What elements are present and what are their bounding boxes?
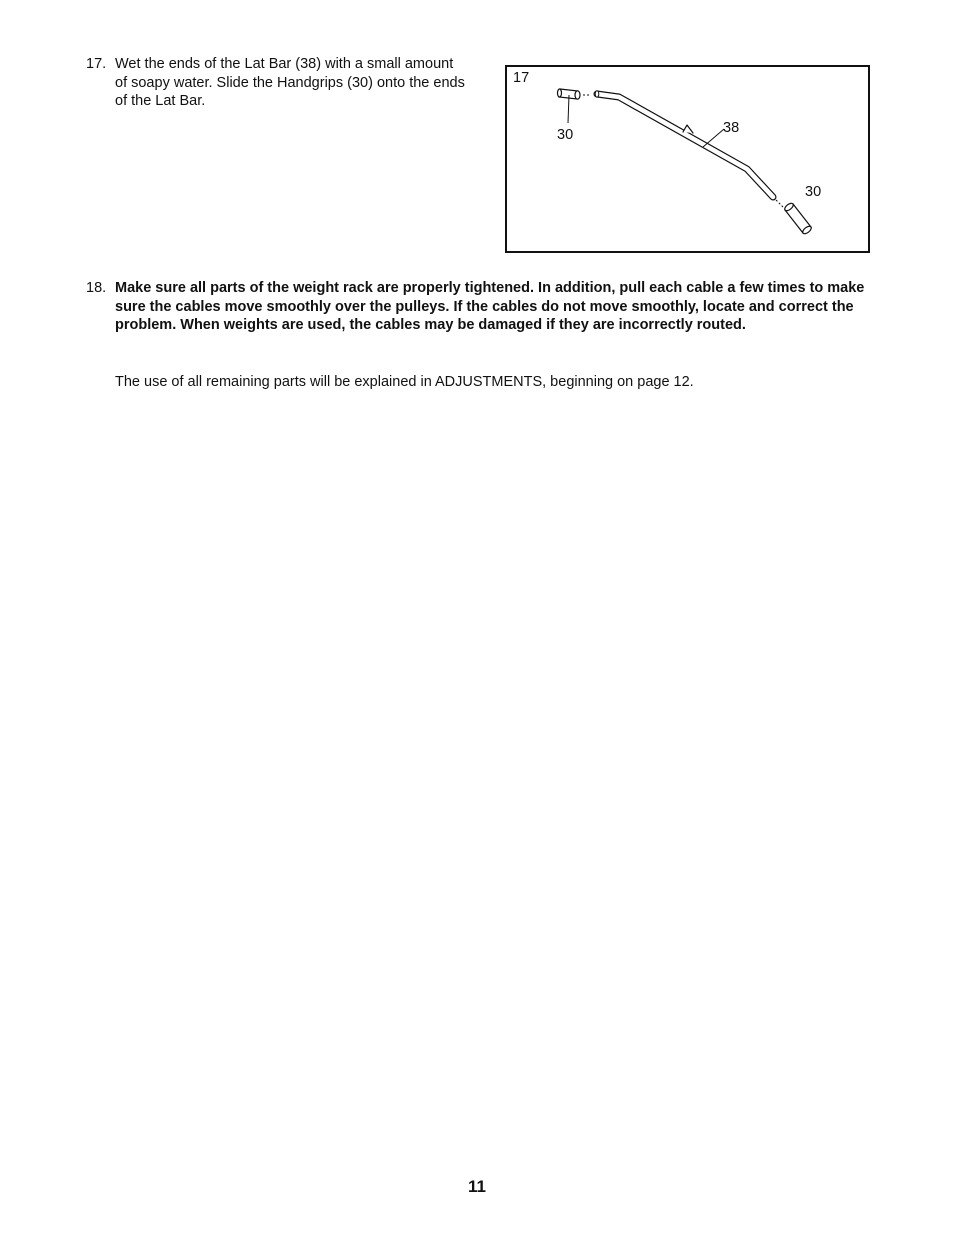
callout-lat-bar: 38	[723, 120, 740, 136]
step-18-note: The use of all remaining parts will be explained in ADJUSTMENTS, beginning on page 12.	[115, 374, 694, 390]
callout-handgrip-left: 30	[557, 127, 574, 143]
page-number: 11	[468, 1177, 486, 1196]
figure-17-drawing	[505, 65, 870, 253]
step-18-text: Make sure all parts of the weight rack are properly tightened. In addition, pull each cable a few times to make sure the cables move smoothly over the pulleys. If the cables do not move smoothly, locate and correct the problem. When weights are used, the cables may be damaged if they are incorrectly routed.	[115, 280, 865, 334]
figure-17	[505, 65, 870, 253]
step-17-text: Wet the ends of the Lat Bar (38) with a small amount of soapy water. Slide the Handgrips (30) onto the ends of the Lat Bar.	[115, 56, 465, 110]
callout-handgrip-right: 30	[805, 184, 822, 200]
step-17-number: 17.	[86, 56, 107, 72]
step-18-number: 18.	[86, 280, 107, 296]
figure-number: 17	[513, 70, 530, 86]
